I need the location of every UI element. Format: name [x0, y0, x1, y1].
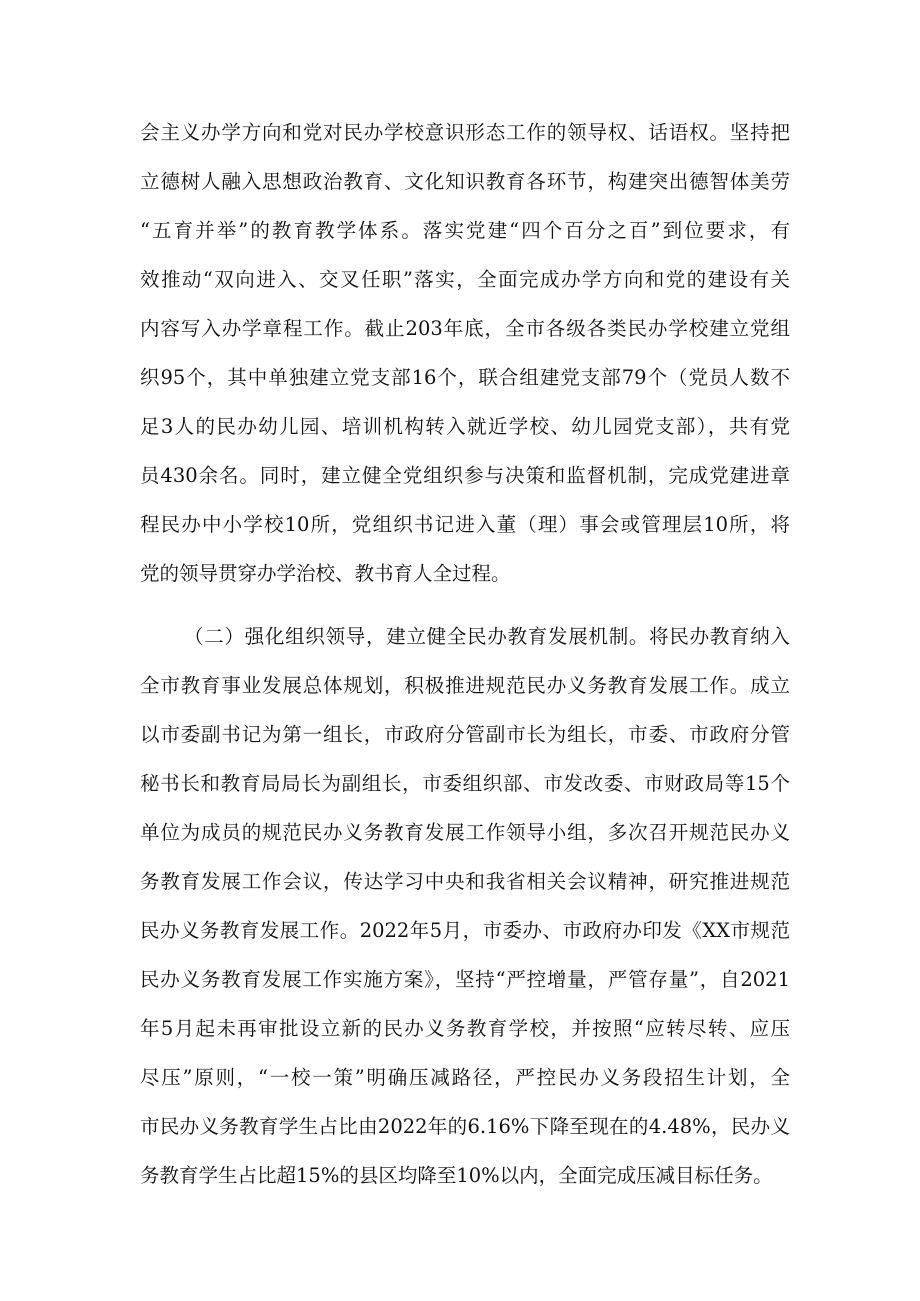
text-line: 尽压”原则，“一校一策”明确压减路径，严控民办义务段招生计划，全 — [140, 1066, 790, 1089]
text-line: 织95个，其中单独建立党支部16个，联合组建党支部79个（党员人数不 — [140, 366, 790, 389]
text-line: 会主义办学方向和党对民办学校意识形态工作的领导权、话语权。坚持把 — [140, 121, 790, 144]
text-line: 立德树人融入思想政治教育、文化知识教育各环节，构建突出德智体美劳 — [140, 170, 790, 193]
text-line: 党的领导贯穿办学治校、教书育人全过程。 — [140, 562, 511, 585]
paragraph-organization-leadership — [140, 612, 790, 1200]
text-line: 务教育学生占比超15%的县区均降至10%以内，全面完成压减目标任务。 — [140, 1164, 773, 1187]
text-line: 员430余名。同时，建立健全党组织参与决策和监督机制，完成党建进章 — [140, 464, 790, 487]
text-line: 内容写入办学章程工作。截止203年底，全市各级各类民办学校建立党组 — [140, 317, 790, 340]
section-heading-line: （二）强化组织领导，建立健全民办教育发展机制。将民办教育纳入 — [184, 625, 790, 648]
text-line: 年5月起未再审批设立新的民办义务教育学校，并按照“应转尽转、应压 — [140, 1017, 790, 1040]
text-line: 全市教育事业发展总体规划，积极推进规范民办义务教育发展工作。成立 — [140, 674, 790, 697]
text-line: 足3人的民办幼儿园、培训机构转入就近学校、幼儿园党支部），共有党 — [140, 415, 790, 438]
text-line: 务教育发展工作会议，传达学习中央和我省相关会议精神，研究推进规范 — [140, 870, 790, 893]
text-line: “五育并举”的教育教学体系。落实党建“四个百分之百”到位要求，有 — [140, 219, 790, 242]
text-line: 民办义务教育发展工作。2022年5月，市委办、市政府办印发《XX市规范 — [140, 919, 790, 942]
text-line: 民办义务教育发展工作实施方案》，坚持“严控增量，严管存量”，自2021 — [140, 968, 790, 991]
text-line: 程民办中小学校10所，党组织书记进入董（理）事会或管理层10所，将 — [140, 513, 790, 536]
text-line: 秘书长和教育局局长为副组长，市委组织部、市发改委、市财政局等15个 — [140, 772, 790, 795]
text-line: 市民办义务教育学生占比由2022年的6.16%下降至现在的4.48%，民办义 — [140, 1115, 790, 1138]
text-line: 效推动“双向进入、交叉任职”落实，全面完成办学方向和党的建设有关 — [140, 268, 790, 291]
paragraph-party-building — [140, 108, 790, 598]
text-line: 以市委副书记为第一组长，市政府分管副市长为组长，市委、市政府分管 — [140, 723, 790, 746]
text-line: 单位为成员的规范民办义务教育发展工作领导小组，多次召开规范民办义 — [140, 821, 790, 844]
